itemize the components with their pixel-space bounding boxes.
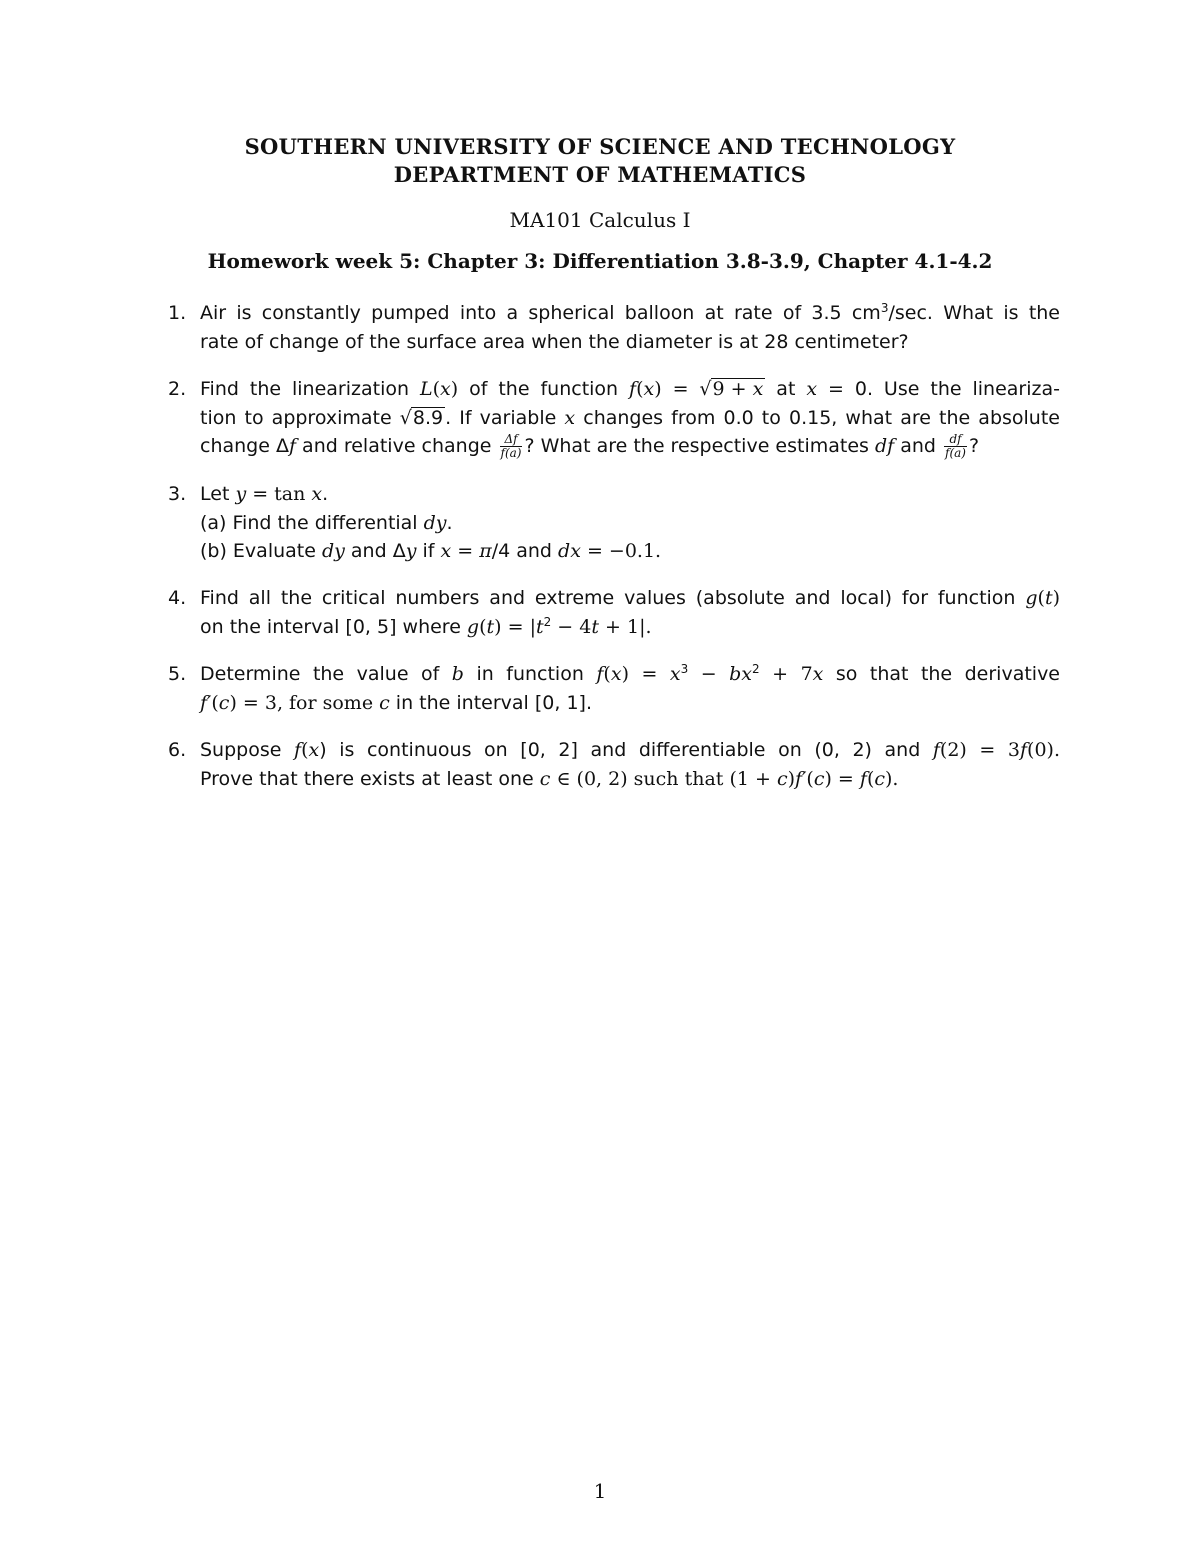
fraction: $\frac{\Delta f}{f(a)}$	[500, 432, 522, 460]
problem-line: on the interval [0, 5] where $g(t) = |t^2 - 4t + 1|$.	[200, 614, 652, 638]
problem-1	[168, 299, 1060, 356]
problem-line: Prove that there exists at least one c ∈ (0, 2) such that (1 + c)f′(c) = f(c).	[200, 767, 899, 790]
homework-title: Homework week 5: Chapter 3: Differentiation 3.8-3.9, Chapter 4.1-4.2	[207, 249, 993, 273]
problem-line: Suppose f(x) is continuous on [0, 2] and differentiable on (0, 2) and f(2) = 3f(0).	[200, 739, 1060, 761]
problem-line: f′(c) = 3, for some c in the interval [0, 1].	[200, 691, 592, 714]
page-number: 1	[593, 1479, 607, 1503]
sqrt-radicand: 9 + x	[712, 378, 764, 400]
problem-number: 4.	[168, 587, 187, 609]
problem-number: 5.	[168, 663, 187, 685]
problem-number: 1.	[168, 302, 187, 324]
problem-6	[168, 736, 1060, 793]
problem-3	[168, 480, 1060, 566]
problem-line: Find all the critical numbers and extreme values (absolute and local) for function g(t)	[200, 587, 1060, 609]
problem-5	[168, 660, 1060, 717]
problem-2	[168, 375, 1060, 461]
problem-line: tion to approximate √8.9 . If variable x changes from 0.0 to 0.15, what are the absolute	[200, 406, 1060, 429]
fraction: $\frac{df}{f(a)}$	[945, 432, 966, 460]
problem-line: Air is constantly pumped into a spherical balloon at rate of 3.5 $cm^3/\sec$. What is the	[200, 301, 1060, 324]
sqrt-radicand: 8.9	[412, 406, 444, 429]
problem-4	[168, 584, 1060, 641]
problem-number: 6.	[168, 739, 187, 761]
department-name: DEPARTMENT OF MATHEMATICS	[393, 162, 807, 187]
university-name: SOUTHERN UNIVERSITY OF SCIENCE AND TECHNOLOGY	[244, 134, 956, 159]
problem-line: (b) Evaluate dy and Δy if x = π/4 and dx = −0.1.	[200, 540, 662, 562]
problem-line: Find the linearization L(x) of the function f(x) = √9 + x at x = 0. Use the lineariza-	[200, 378, 1060, 400]
problem-line: Let y = tan x.	[200, 483, 329, 505]
problem-line: Determine the value of b in function $f(x) = x^3 - bx^2 + 7x$ so that the derivative	[200, 662, 1060, 685]
problem-line: change Δf and relative change $\frac{\Delta f}{f(a)}$ ? What are the respective estimates df and $\frac{df}{f(a)}$ ?	[200, 432, 980, 460]
problem-line: (a) Find the differential dy.	[200, 511, 453, 534]
course-title: MA101 Calculus I	[509, 208, 691, 232]
problem-line: rate of change of the surface area when the diameter is at 28 centimeter?	[200, 330, 909, 353]
problem-number: 2.	[168, 378, 187, 400]
problem-number: 3.	[168, 483, 187, 505]
